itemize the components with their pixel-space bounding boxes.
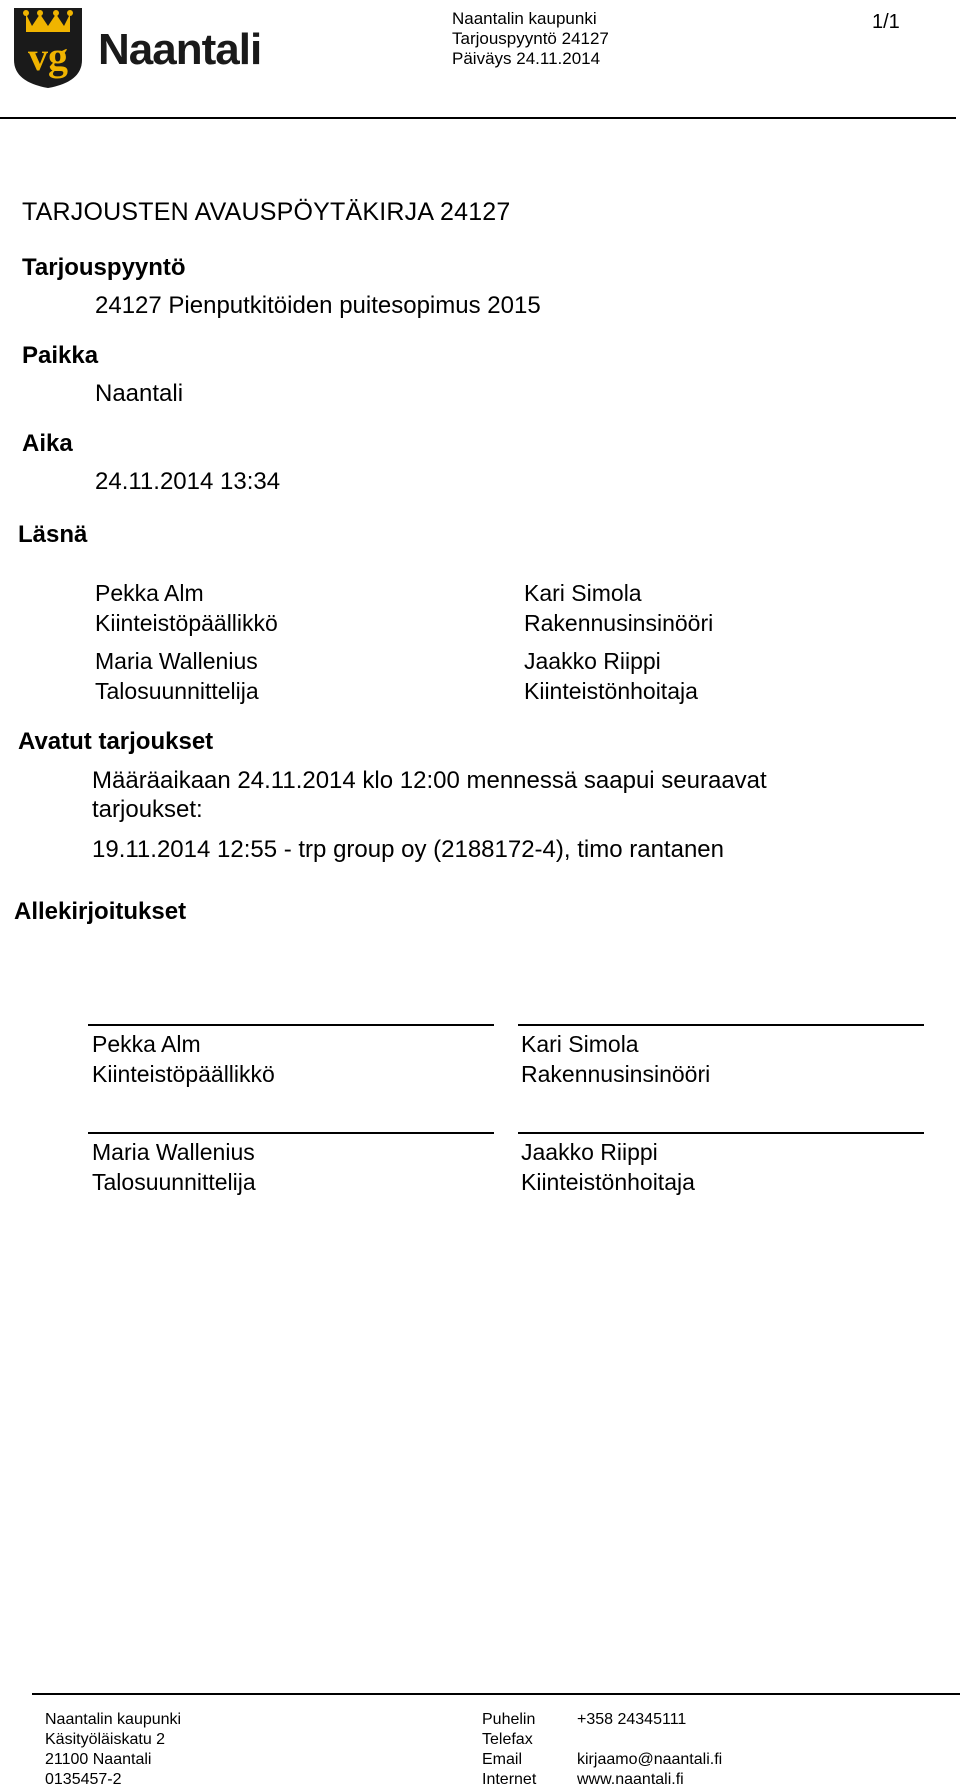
signature-role: Rakennusinsinööri — [521, 1061, 711, 1087]
offers-intro: Määräaikaan 24.11.2014 klo 12:00 mennessä saapui seuraavat — [92, 767, 767, 794]
signature-line — [518, 1132, 924, 1134]
signature-person — [92, 1137, 256, 1197]
signature-person — [92, 1029, 275, 1089]
person-role: Kiinteistönhoitaja — [524, 678, 698, 704]
signature-role: Kiinteistöpäällikkö — [92, 1061, 275, 1087]
footer-contact-labels — [482, 1710, 536, 1790]
signature-person — [521, 1137, 695, 1197]
footer-rule — [32, 1693, 960, 1695]
place-label: Paikka — [22, 342, 99, 369]
offers-intro-cont: tarjoukset: — [92, 796, 203, 823]
footer-contact-values — [577, 1710, 722, 1790]
person-name: Maria Wallenius — [95, 648, 258, 674]
header-rule — [0, 117, 956, 119]
footer-email-label: Email — [482, 1751, 523, 1768]
footer-email[interactable]: kirjaamo@naantali.fi — [577, 1751, 723, 1768]
svg-text:Naantali: Naantali — [98, 25, 262, 74]
offers-label: Avatut tarjoukset — [18, 728, 214, 755]
svg-text:vg: vg — [28, 34, 68, 79]
person-role: Rakennusinsinööri — [524, 610, 714, 636]
signature-person — [521, 1029, 710, 1089]
footer-business-id: 0135457-2 — [45, 1771, 122, 1788]
footer-fax-empty — [577, 1730, 722, 1750]
header-org: Naantalin kaupunki — [452, 9, 597, 28]
signature-name: Jaakko Riippi — [521, 1139, 658, 1165]
footer-org: Naantalin kaupunki — [45, 1711, 182, 1728]
footer-address — [45, 1710, 181, 1790]
footer-phone-label: Puhelin — [482, 1711, 536, 1728]
person-name: Kari Simola — [524, 580, 642, 606]
naantali-logo — [12, 4, 282, 88]
signature-role: Kiinteistönhoitaja — [521, 1169, 695, 1195]
present-person — [524, 646, 698, 706]
time-label: Aika — [22, 430, 73, 457]
footer-city: 21100 Naantali — [45, 1751, 152, 1768]
signature-name: Kari Simola — [521, 1031, 639, 1057]
request-label: Tarjouspyyntö — [22, 254, 186, 281]
signature-line — [88, 1024, 494, 1026]
signature-line — [88, 1132, 494, 1134]
present-person — [95, 646, 259, 706]
place-value: Naantali — [95, 380, 184, 407]
person-name: Jaakko Riippi — [524, 648, 661, 674]
person-role: Kiinteistöpäällikkö — [95, 610, 278, 636]
signature-name: Maria Wallenius — [92, 1139, 255, 1165]
person-name: Pekka Alm — [95, 580, 204, 606]
present-person — [95, 578, 278, 638]
page-number: 1/1 — [872, 11, 900, 33]
person-role: Talosuunnittelija — [95, 678, 259, 704]
document-title: TARJOUSTEN AVAUSPÖYTÄKIRJA 24127 — [22, 198, 511, 226]
footer-phone: +358 24345111 — [577, 1711, 687, 1728]
header-reference: Tarjouspyyntö 24127 — [452, 29, 609, 48]
present-person — [524, 578, 713, 638]
request-value: 24127 Pienputkitöiden puitesopimus 2015 — [95, 292, 541, 319]
time-value: 24.11.2014 13:34 — [95, 468, 281, 495]
header-date: Päiväys 24.11.2014 — [452, 49, 601, 68]
footer-fax-label: Telefax — [482, 1731, 533, 1748]
offer-entry: 19.11.2014 12:55 - trp group oy (2188172-4), timo rantanen — [92, 836, 724, 863]
signature-role: Talosuunnittelija — [92, 1169, 256, 1195]
footer-internet-label: Internet — [482, 1771, 537, 1788]
signatures-label: Allekirjoitukset — [14, 898, 187, 925]
footer-street: Käsityöläiskatu 2 — [45, 1731, 166, 1748]
signature-line — [518, 1024, 924, 1026]
signature-name: Pekka Alm — [92, 1031, 201, 1057]
footer-web[interactable]: www.naantali.fi — [577, 1771, 684, 1788]
present-label: Läsnä — [18, 521, 88, 548]
